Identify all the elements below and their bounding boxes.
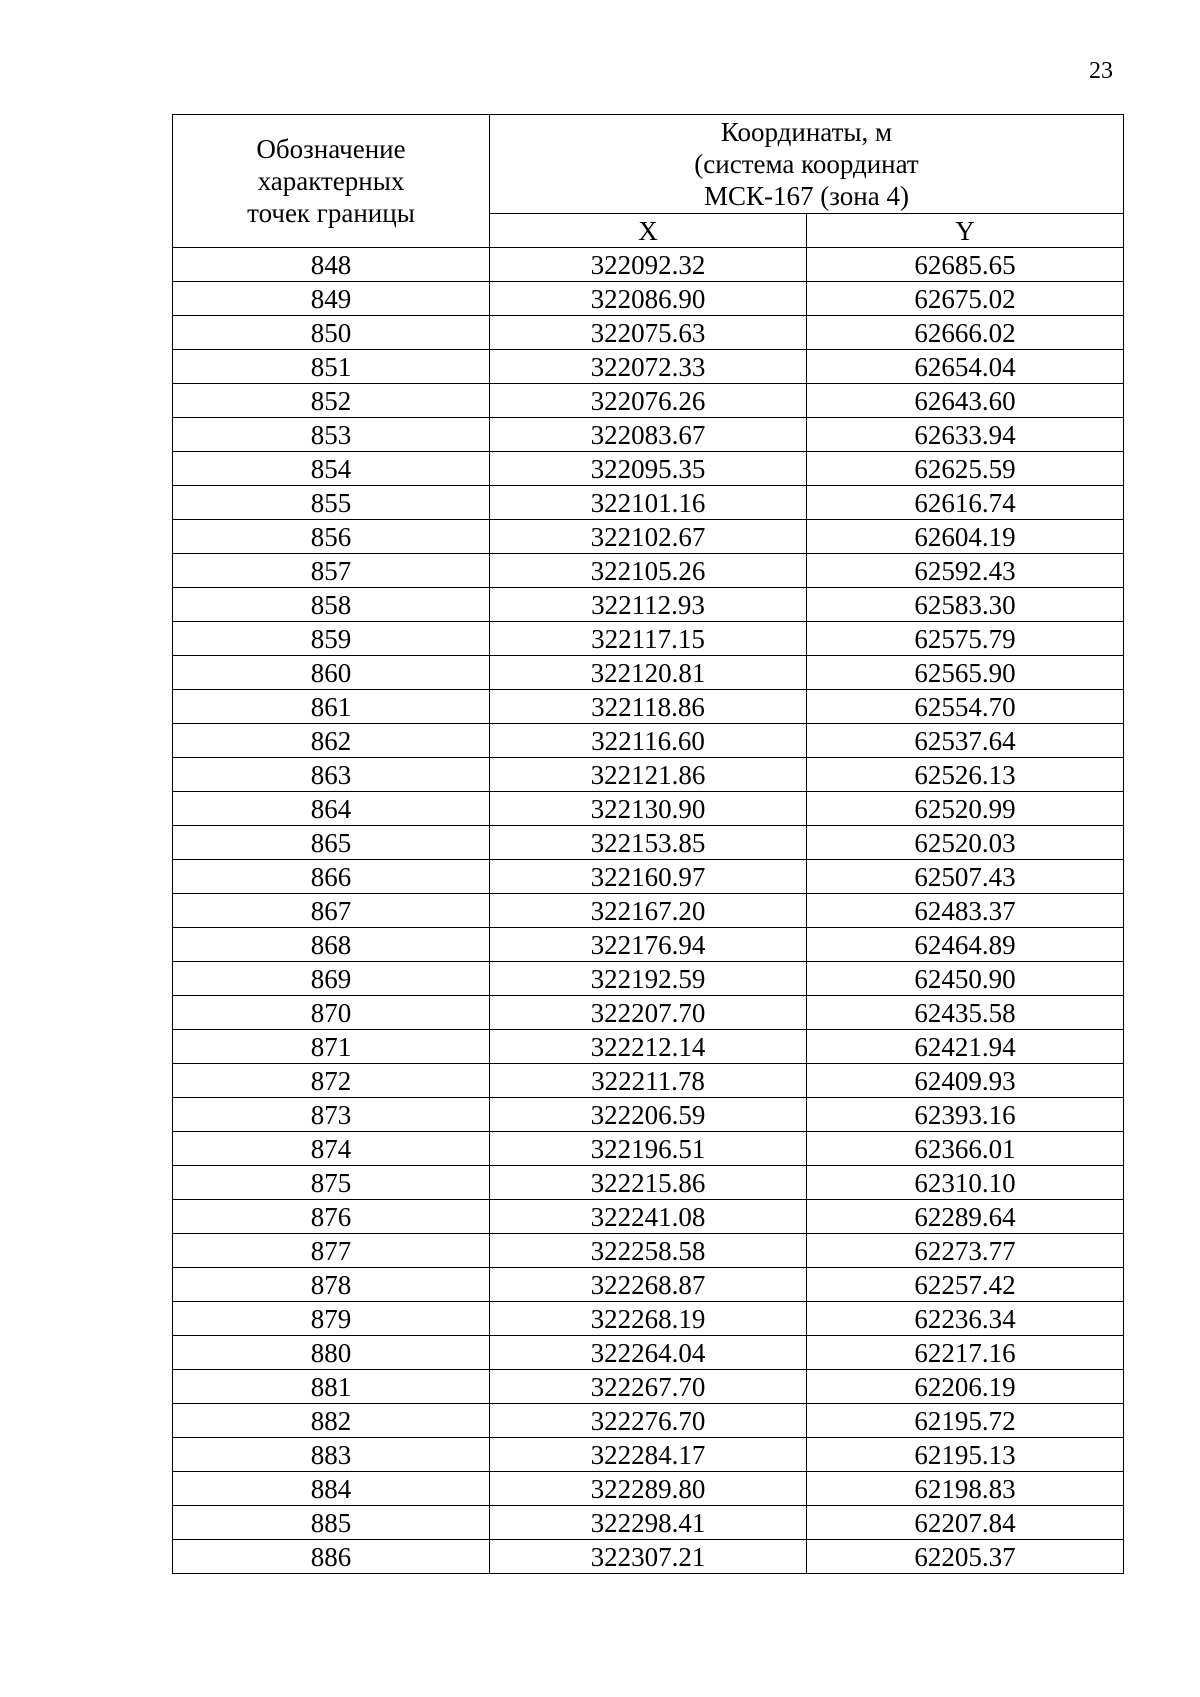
table-row (173, 1030, 1124, 1064)
point-cell: 876 (173, 1200, 490, 1234)
x-coordinate-cell: 322105.26 (490, 554, 807, 588)
y-coordinate-cell: 62273.77 (807, 1234, 1124, 1268)
point-cell: 853 (173, 418, 490, 452)
point-cell: 881 (173, 1370, 490, 1404)
x-coordinate-cell: 322268.87 (490, 1268, 807, 1302)
x-coordinate-cell: 322196.51 (490, 1132, 807, 1166)
table-row (173, 1336, 1124, 1370)
table-body (173, 248, 1124, 1574)
table-row (173, 248, 1124, 282)
x-coordinate-cell: 322072.33 (490, 350, 807, 384)
table-row (173, 894, 1124, 928)
x-coordinate-cell: 322120.81 (490, 656, 807, 690)
x-coordinate-cell: 322215.86 (490, 1166, 807, 1200)
x-coordinate-cell: 322083.67 (490, 418, 807, 452)
point-header-line-2: характерных (257, 166, 405, 196)
y-coordinate-cell: 62205.37 (807, 1540, 1124, 1574)
x-column-header: X (490, 214, 807, 248)
point-cell: 867 (173, 894, 490, 928)
table-row (173, 452, 1124, 486)
table-row (173, 520, 1124, 554)
y-coordinate-cell: 62666.02 (807, 316, 1124, 350)
point-cell: 880 (173, 1336, 490, 1370)
table-row (173, 1540, 1124, 1574)
x-coordinate-cell: 322092.32 (490, 248, 807, 282)
y-coordinate-cell: 62198.83 (807, 1472, 1124, 1506)
x-coordinate-cell: 322192.59 (490, 962, 807, 996)
table-row (173, 1302, 1124, 1336)
coords-header-line-1: Координаты, м (720, 117, 893, 147)
y-coordinate-cell: 62289.64 (807, 1200, 1124, 1234)
x-coordinate-cell: 322160.97 (490, 860, 807, 894)
y-coordinate-cell: 62537.64 (807, 724, 1124, 758)
point-cell: 848 (173, 248, 490, 282)
table-row (173, 656, 1124, 690)
x-coordinate-cell: 322289.80 (490, 1472, 807, 1506)
x-coordinate-cell: 322284.17 (490, 1438, 807, 1472)
y-coordinate-cell: 62207.84 (807, 1506, 1124, 1540)
table-row (173, 962, 1124, 996)
table-row (173, 1166, 1124, 1200)
point-cell: 855 (173, 486, 490, 520)
x-coordinate-cell: 322101.16 (490, 486, 807, 520)
table-row (173, 1472, 1124, 1506)
x-coordinate-cell: 322298.41 (490, 1506, 807, 1540)
x-coordinate-cell: 322112.93 (490, 588, 807, 622)
point-cell: 885 (173, 1506, 490, 1540)
point-cell: 859 (173, 622, 490, 656)
y-coordinate-cell: 62685.65 (807, 248, 1124, 282)
x-coordinate-cell: 322116.60 (490, 724, 807, 758)
x-coordinate-cell: 322212.14 (490, 1030, 807, 1064)
x-coordinate-cell: 322102.67 (490, 520, 807, 554)
table-row (173, 724, 1124, 758)
y-coordinate-cell: 62592.43 (807, 554, 1124, 588)
x-coordinate-cell: 322095.35 (490, 452, 807, 486)
coordinates-column-header (490, 115, 1124, 214)
x-coordinate-cell: 322086.90 (490, 282, 807, 316)
table-row (173, 1404, 1124, 1438)
point-cell: 850 (173, 316, 490, 350)
table-row (173, 1370, 1124, 1404)
table-row (173, 690, 1124, 724)
point-cell: 856 (173, 520, 490, 554)
point-cell: 854 (173, 452, 490, 486)
table-row (173, 996, 1124, 1030)
table-row (173, 1098, 1124, 1132)
point-cell: 877 (173, 1234, 490, 1268)
point-cell: 858 (173, 588, 490, 622)
table-row (173, 588, 1124, 622)
y-coordinate-cell: 62195.72 (807, 1404, 1124, 1438)
y-coordinate-cell: 62435.58 (807, 996, 1124, 1030)
point-cell: 879 (173, 1302, 490, 1336)
point-cell: 863 (173, 758, 490, 792)
point-cell: 883 (173, 1438, 490, 1472)
table-row (173, 1200, 1124, 1234)
point-column-header (173, 115, 490, 248)
point-cell: 882 (173, 1404, 490, 1438)
point-cell: 871 (173, 1030, 490, 1064)
point-header-line-3: точек границы (247, 198, 415, 228)
point-cell: 886 (173, 1540, 490, 1574)
point-cell: 862 (173, 724, 490, 758)
header-row-main (173, 115, 1124, 214)
point-cell: 849 (173, 282, 490, 316)
y-coordinate-cell: 62507.43 (807, 860, 1124, 894)
x-coordinate-cell: 322176.94 (490, 928, 807, 962)
table-row (173, 486, 1124, 520)
table-row (173, 1064, 1124, 1098)
point-cell: 869 (173, 962, 490, 996)
y-coordinate-cell: 62409.93 (807, 1064, 1124, 1098)
coords-header-line-3: МСК-167 (зона 4) (704, 181, 909, 211)
y-coordinate-cell: 62616.74 (807, 486, 1124, 520)
table-header (173, 115, 1124, 248)
point-cell: 870 (173, 996, 490, 1030)
y-coordinate-cell: 62257.42 (807, 1268, 1124, 1302)
x-coordinate-cell: 322121.86 (490, 758, 807, 792)
point-cell: 860 (173, 656, 490, 690)
y-coordinate-cell: 62520.99 (807, 792, 1124, 826)
x-coordinate-cell: 322153.85 (490, 826, 807, 860)
y-column-header: Y (807, 214, 1124, 248)
y-coordinate-cell: 62450.90 (807, 962, 1124, 996)
x-coordinate-cell: 322264.04 (490, 1336, 807, 1370)
point-cell: 884 (173, 1472, 490, 1506)
point-cell: 878 (173, 1268, 490, 1302)
y-coordinate-cell: 62604.19 (807, 520, 1124, 554)
y-coordinate-cell: 62310.10 (807, 1166, 1124, 1200)
x-coordinate-cell: 322207.70 (490, 996, 807, 1030)
y-coordinate-cell: 62654.04 (807, 350, 1124, 384)
point-cell: 852 (173, 384, 490, 418)
y-coordinate-cell: 62393.16 (807, 1098, 1124, 1132)
y-coordinate-cell: 62421.94 (807, 1030, 1124, 1064)
table-row (173, 418, 1124, 452)
point-cell: 865 (173, 826, 490, 860)
point-cell: 857 (173, 554, 490, 588)
page-number: 23 (1089, 58, 1113, 84)
x-coordinate-cell: 322167.20 (490, 894, 807, 928)
point-cell: 866 (173, 860, 490, 894)
table-row (173, 384, 1124, 418)
point-cell: 861 (173, 690, 490, 724)
point-cell: 875 (173, 1166, 490, 1200)
table-row (173, 928, 1124, 962)
table-row (173, 350, 1124, 384)
y-coordinate-cell: 62483.37 (807, 894, 1124, 928)
point-cell: 874 (173, 1132, 490, 1166)
table-row (173, 1438, 1124, 1472)
y-coordinate-cell: 62195.13 (807, 1438, 1124, 1472)
x-coordinate-cell: 322307.21 (490, 1540, 807, 1574)
table-row (173, 1234, 1124, 1268)
table-row (173, 316, 1124, 350)
point-cell: 872 (173, 1064, 490, 1098)
x-coordinate-cell: 322267.70 (490, 1370, 807, 1404)
table-row (173, 758, 1124, 792)
table-row (173, 282, 1124, 316)
y-coordinate-cell: 62464.89 (807, 928, 1124, 962)
x-coordinate-cell: 322130.90 (490, 792, 807, 826)
y-coordinate-cell: 62520.03 (807, 826, 1124, 860)
x-coordinate-cell: 322276.70 (490, 1404, 807, 1438)
table-row (173, 1268, 1124, 1302)
x-coordinate-cell: 322117.15 (490, 622, 807, 656)
y-coordinate-cell: 62575.79 (807, 622, 1124, 656)
table-row (173, 1506, 1124, 1540)
y-coordinate-cell: 62633.94 (807, 418, 1124, 452)
point-cell: 864 (173, 792, 490, 826)
y-coordinate-cell: 62366.01 (807, 1132, 1124, 1166)
y-coordinate-cell: 62643.60 (807, 384, 1124, 418)
x-coordinate-cell: 322075.63 (490, 316, 807, 350)
table-row (173, 554, 1124, 588)
coords-header-line-2: (система координат (694, 149, 919, 179)
coordinates-table (172, 114, 1124, 1574)
table-row (173, 860, 1124, 894)
y-coordinate-cell: 62583.30 (807, 588, 1124, 622)
x-coordinate-cell: 322241.08 (490, 1200, 807, 1234)
table-row (173, 622, 1124, 656)
point-header-line-1: Обозначение (256, 134, 406, 164)
point-cell: 873 (173, 1098, 490, 1132)
table-row (173, 1132, 1124, 1166)
x-coordinate-cell: 322258.58 (490, 1234, 807, 1268)
x-coordinate-cell: 322118.86 (490, 690, 807, 724)
x-coordinate-cell: 322076.26 (490, 384, 807, 418)
y-coordinate-cell: 62675.02 (807, 282, 1124, 316)
y-coordinate-cell: 62625.59 (807, 452, 1124, 486)
y-coordinate-cell: 62554.70 (807, 690, 1124, 724)
table-row (173, 792, 1124, 826)
point-cell: 868 (173, 928, 490, 962)
table-row (173, 826, 1124, 860)
x-coordinate-cell: 322268.19 (490, 1302, 807, 1336)
y-coordinate-cell: 62206.19 (807, 1370, 1124, 1404)
y-coordinate-cell: 62565.90 (807, 656, 1124, 690)
point-cell: 851 (173, 350, 490, 384)
x-coordinate-cell: 322206.59 (490, 1098, 807, 1132)
y-coordinate-cell: 62236.34 (807, 1302, 1124, 1336)
y-coordinate-cell: 62217.16 (807, 1336, 1124, 1370)
x-coordinate-cell: 322211.78 (490, 1064, 807, 1098)
y-coordinate-cell: 62526.13 (807, 758, 1124, 792)
